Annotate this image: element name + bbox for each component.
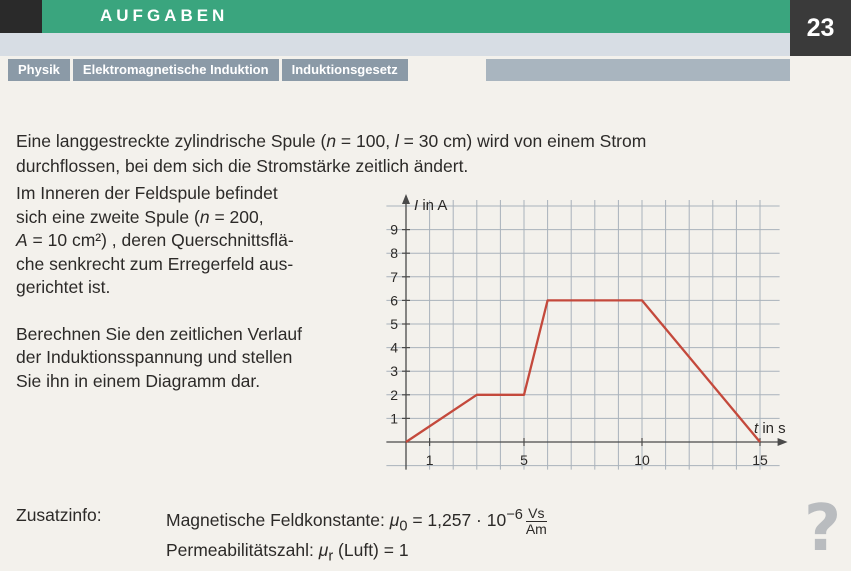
x-tick-label: 1 [425,452,434,468]
breadcrumb [8,59,411,81]
task-intro [16,129,796,179]
y-tick-label: 5 [390,316,398,332]
y-tick-label: 7 [390,268,398,285]
extra-info [166,503,547,569]
y-tick-label: 4 [390,339,398,356]
permeability-line: Permeabilitätszahl: $\mu_r$ (Luft) = 1 [166,540,409,565]
breadcrumb-item-subtopic: Induktionsgesetz [282,59,408,81]
breadcrumb-tail [486,59,790,81]
question-mark-icon: ? [804,492,842,566]
y-tick-label: 1 [390,410,398,427]
field-constant-line: Magnetische Feldkonstante: $\mu_0 = 1,257 \cdot 10^{-6}$ $\frac{Vs}{Am}$ [166,504,547,537]
chart-grid [386,200,779,470]
y-axis-arrow [402,194,410,204]
page-number: 23 [790,0,851,56]
chart-ticks [390,222,768,468]
y-tick-label: 8 [390,245,398,262]
chart-axes [386,194,787,470]
unit-fraction: $\frac{Vs}{Am}$ [525,504,547,537]
extra-info-label: Zusatzinfo: [16,505,102,525]
y-tick-label: 2 [390,386,398,403]
x-tick-label: 5 [520,452,528,468]
task-body [16,182,346,416]
y-axis-label: I in A [414,197,448,214]
x-axis-arrow [778,438,788,446]
breadcrumb-item-physik: Physik [8,59,70,81]
x-tick-label: 15 [752,452,768,468]
x-tick-label: 10 [634,452,650,468]
header-left-block [0,0,42,33]
current-time-chart [360,188,790,478]
breadcrumb-item-topic: Elektromagnetische Induktion [73,59,279,81]
header-band [0,33,790,56]
intro-line-2: durchflossen, bei dem sich die Stromstärke zeitlich ändert. [16,156,469,176]
y-tick-label: 6 [390,292,398,309]
x-axis-label: t in s [754,420,786,437]
y-tick-label: 9 [390,221,398,238]
task-question: Berechnen Sie den zeitlichen Verlauf der Induktionsspannung und stellen Sie ihn in einem Diagramm dar. [16,323,303,391]
intro-line-1: Eine langgestreckte zylindrische Spule (n = 100, l = 30 cm) wird von einem Strom [16,131,647,151]
y-tick-label: 3 [390,363,398,380]
task-description: Im Inneren der Feldspule befindet sich eine zweite Spule (n = 200, A = 10 cm²) , deren Querschnittsflä- che senkrecht zum Erregerfeld aus- gerichtet ist. [16,183,294,297]
section-title: AUFGABEN [100,6,229,25]
